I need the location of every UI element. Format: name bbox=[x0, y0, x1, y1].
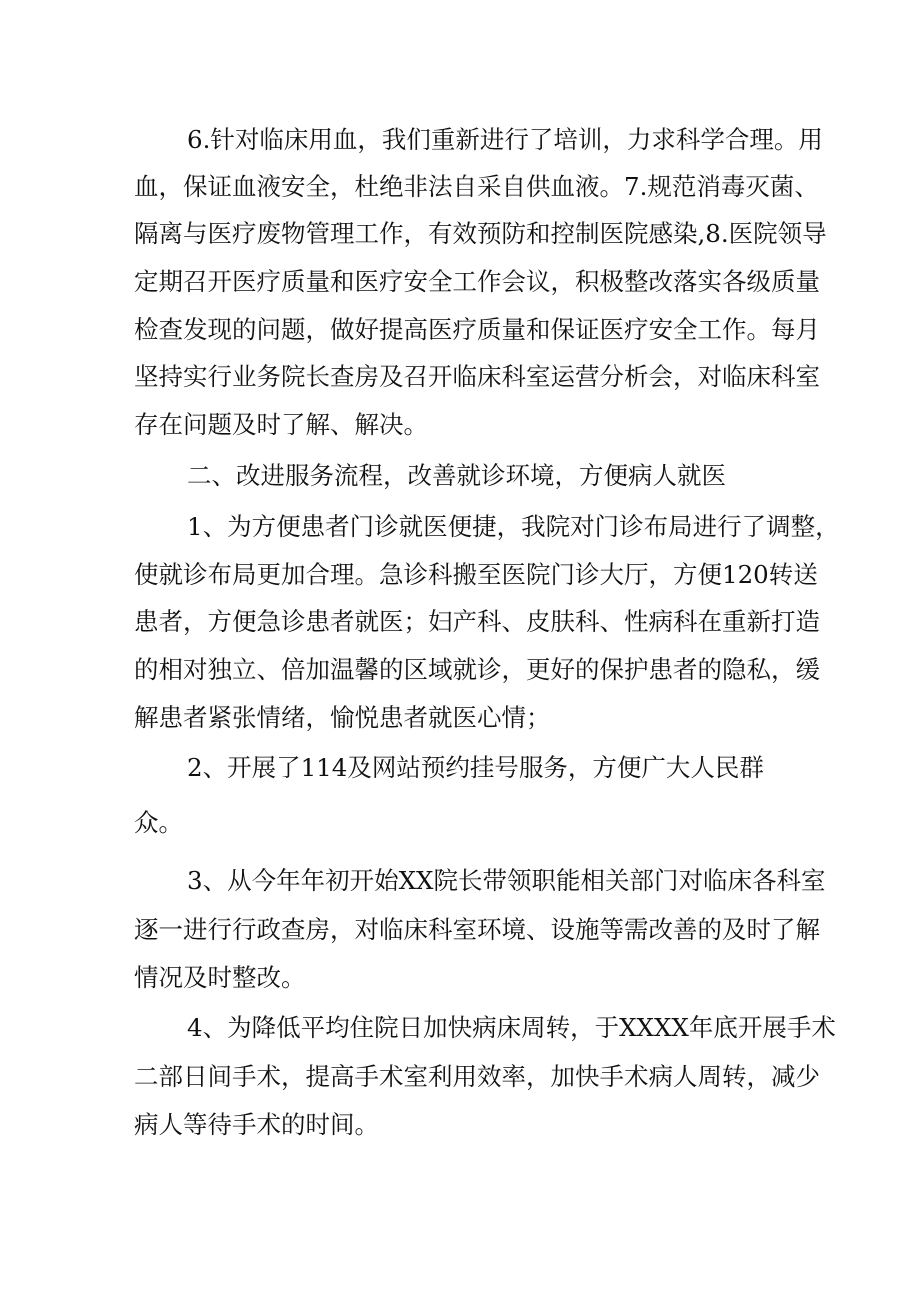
paragraph-5-line-1: 4、为降低平均住院日加快病床周转，于XXXX年底开展手术 bbox=[187, 1013, 836, 1042]
paragraph-2-line-4: 的相对独立、倍加温馨的区域就诊，更好的保护患者的隐私，缓 bbox=[134, 655, 820, 684]
paragraph-1-line-5: 检查发现的问题，做好提高医疗质量和保证医疗安全工作。每月 bbox=[134, 315, 820, 344]
paragraph-2-line-3: 患者，方便急诊患者就医；妇产科、皮肤科、性病科在重新打造 bbox=[134, 607, 820, 636]
paragraph-1-line-3: 隔离与医疗废物管理工作，有效预防和控制医院感染,8.医院领导 bbox=[134, 219, 827, 248]
paragraph-2-line-5: 解患者紧张情绪，愉悦患者就医心情； bbox=[134, 703, 551, 732]
paragraph-2-line-2: 使就诊布局更加合理。急诊科搬至医院门诊大厅，方便120转送 bbox=[134, 560, 818, 589]
section-heading-2: 二、改进服务流程，改善就诊环境，方便病人就医 bbox=[187, 461, 726, 490]
paragraph-3-line-2: 众。 bbox=[134, 808, 183, 837]
paragraph-3-line-1: 2、开展了114及网站预约挂号服务，方便广大人民群 bbox=[187, 753, 764, 782]
paragraph-1-line-4: 定期召开医疗质量和医疗安全工作会议，积极整改落实各级质量 bbox=[134, 267, 820, 296]
paragraph-4-line-1: 3、从今年年初开始XX院长带领职能相关部门对临床各科室 bbox=[187, 866, 826, 895]
paragraph-1-line-6: 坚持实行业务院长查房及召开临床科室运营分析会，对临床科室 bbox=[134, 362, 820, 391]
paragraph-1-line-7: 存在问题及时了解、解决。 bbox=[134, 410, 428, 439]
paragraph-4-line-2: 逐一进行行政查房，对临床科室环境、设施等需改善的及时了解 bbox=[134, 915, 820, 944]
paragraph-5-line-3: 病人等待手术的时间。 bbox=[134, 1110, 379, 1139]
paragraph-2-line-1: 1、为方便患者门诊就医便捷，我院对门诊布局进行了调整， bbox=[187, 512, 840, 541]
paragraph-1-line-2: 血，保证血液安全，杜绝非法自采自供血液。7.规范消毒灭菌、 bbox=[134, 172, 819, 201]
paragraph-1-line-1: 6.针对临床用血，我们重新进行了培训，力求科学合理。用 bbox=[187, 125, 823, 154]
paragraph-4-line-3: 情况及时整改。 bbox=[134, 963, 306, 992]
paragraph-5-line-2: 二部日间手术，提高手术室利用效率，加快手术病人周转，减少 bbox=[134, 1062, 820, 1091]
